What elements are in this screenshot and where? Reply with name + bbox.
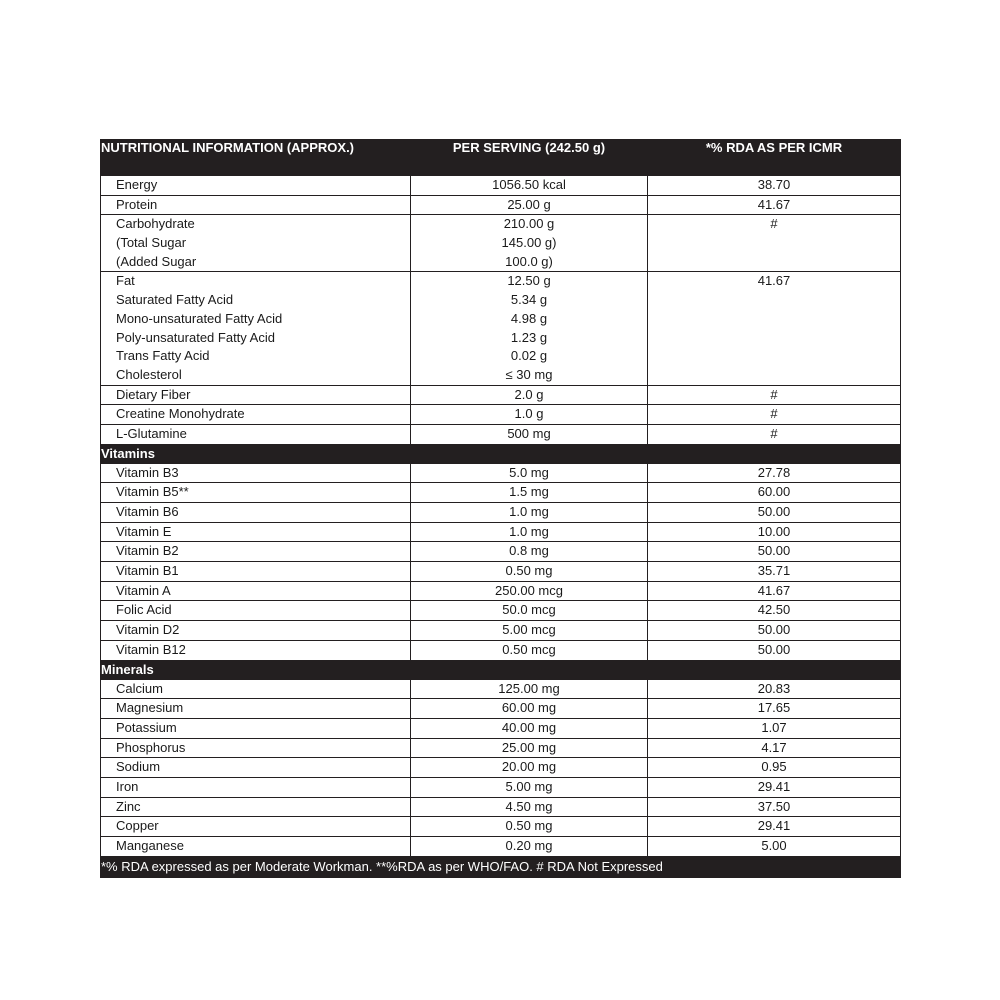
nutrient-name: Folic Acid	[116, 602, 172, 618]
nutrient-value: 0.8 mg	[509, 543, 549, 559]
nutrient-rda: 17.65	[757, 700, 791, 716]
nutrient-name: Vitamin D2	[116, 622, 180, 638]
nutrient-rda: 10.00	[757, 523, 791, 539]
nutrient-name: (Added Sugar	[116, 253, 197, 269]
nutrient-name: Vitamin B5**	[116, 484, 189, 500]
nutrient-name: L-Glutamine	[116, 425, 187, 441]
table-row	[101, 837, 901, 857]
nutrient-rda: 20.83	[757, 680, 791, 696]
nutrient-value: 5.00 mcg	[502, 622, 556, 638]
nutrient-name: Calcium	[116, 680, 163, 696]
nutrient-name: Mono-unsaturated Fatty Acid	[116, 310, 283, 326]
table-row	[101, 463, 901, 483]
table-row	[101, 718, 901, 738]
nutrient-value: 5.0 mg	[509, 464, 549, 480]
table-row	[101, 738, 901, 758]
header-rda: *% RDA AS PER ICMR	[648, 140, 901, 176]
section-title: Minerals	[101, 660, 901, 679]
nutrient-value: 40.00 mg	[501, 719, 557, 735]
table-row	[101, 758, 901, 778]
nutrient-rda: 5.00	[761, 838, 787, 853]
nutrient-rda: 1.07	[761, 719, 787, 735]
nutrient-value: 1.0 mg	[509, 504, 549, 519]
nutrient-name: Vitamin A	[116, 582, 171, 598]
nutrient-rda: #	[770, 406, 778, 422]
nutrient-name: Potassium	[116, 719, 177, 735]
nutrient-value: 12.50 g	[507, 273, 551, 289]
nutrition-table	[100, 139, 901, 878]
nutrient-rda: 35.71	[757, 563, 791, 579]
footnote: *% RDA expressed as per Moderate Workman. **%RDA as per WHO/FAO. # RDA Not Expressed	[101, 856, 901, 877]
table-row	[101, 176, 901, 196]
nutrient-name: Poly-unsaturated Fatty Acid	[116, 329, 275, 345]
nutrient-value: 1.5 mg	[509, 484, 549, 500]
nutrient-value: 1.23 g	[510, 329, 548, 345]
nutrient-rda: 60.00	[757, 484, 791, 500]
nutrient-rda: 29.41	[757, 778, 791, 794]
nutrient-value: 1056.50 kcal	[492, 177, 566, 192]
nutrient-value: 0.50 mcg	[502, 641, 556, 657]
table-row	[101, 542, 901, 562]
nutrient-rda: #	[770, 386, 778, 402]
nutrient-rda: 41.67	[757, 196, 791, 212]
nutrient-name: Trans Fatty Acid	[116, 348, 210, 364]
nutrient-name: Saturated Fatty Acid	[116, 292, 234, 308]
table-row	[101, 272, 901, 385]
table-row	[101, 777, 901, 797]
section-header-vitamins	[101, 444, 901, 463]
nutrient-value: 0.50 mg	[505, 563, 553, 579]
nutrient-name: Vitamin E	[116, 523, 172, 539]
nutrient-value: 210.00 g	[503, 216, 555, 232]
table-row	[101, 581, 901, 601]
nutrient-value: 145.00 g)	[501, 235, 557, 251]
nutrient-value: 25.00 g	[507, 196, 551, 212]
table-row	[101, 640, 901, 660]
nutrient-value: 125.00 mg	[498, 680, 560, 696]
nutrient-rda: 37.50	[757, 798, 791, 814]
nutrient-name: Dietary Fiber	[116, 386, 191, 402]
nutrient-value: 4.50 mg	[505, 798, 553, 814]
nutrient-rda: 29.41	[757, 818, 791, 834]
nutrient-name: Zinc	[116, 798, 141, 814]
nutrient-rda: 50.00	[757, 641, 791, 657]
nutrient-value: 1.0 g	[514, 406, 544, 422]
table-row	[101, 385, 901, 405]
nutrient-value: 5.00 mg	[505, 778, 553, 794]
nutrient-name: Copper	[116, 818, 159, 834]
nutrient-name: Manganese	[116, 838, 184, 853]
table-row	[101, 562, 901, 582]
nutrient-rda: 42.50	[757, 602, 791, 618]
nutrient-value: 1.0 mg	[509, 523, 549, 539]
header-nutrient: NUTRITIONAL INFORMATION (APPROX.)	[101, 140, 411, 176]
nutrient-rda: 41.67	[757, 273, 791, 289]
nutrient-rda: 50.00	[757, 504, 791, 519]
table-row	[101, 621, 901, 641]
nutrient-rda: #	[770, 425, 778, 441]
nutrient-name: Carbohydrate	[116, 216, 195, 232]
table-row	[101, 522, 901, 542]
nutrient-name: Vitamin B1	[116, 563, 179, 579]
nutrient-name: Vitamin B6	[116, 504, 179, 519]
table-row	[101, 679, 901, 699]
nutrient-rda: 38.70	[757, 177, 791, 192]
nutrient-name: (Total Sugar	[116, 235, 187, 251]
table-row	[101, 424, 901, 444]
table-row	[101, 405, 901, 425]
table-row	[101, 601, 901, 621]
nutrient-value: 0.20 mg	[505, 838, 553, 853]
nutrient-name: Fat	[116, 273, 135, 289]
nutrient-name: Magnesium	[116, 700, 184, 716]
nutrient-rda: #	[770, 216, 778, 232]
nutrient-value: 50.0 mcg	[502, 602, 556, 618]
nutrient-name: Vitamin B2	[116, 543, 179, 559]
nutrient-value: 500 mg	[507, 425, 551, 441]
table-row	[101, 699, 901, 719]
nutrient-value: 100.0 g)	[505, 253, 553, 269]
nutrient-value: 2.0 g	[514, 386, 544, 402]
nutrient-rda: 0.95	[761, 759, 787, 775]
table-row	[101, 195, 901, 215]
table-row	[101, 483, 901, 503]
nutrient-rda: 41.67	[757, 582, 791, 598]
nutrient-name: Phosphorus	[116, 739, 186, 755]
table-row	[101, 817, 901, 837]
table-header-row	[101, 140, 901, 176]
nutrient-name: Protein	[116, 196, 158, 212]
nutrient-name: Vitamin B12	[116, 641, 186, 657]
nutrient-name: Sodium	[116, 759, 161, 775]
nutrient-value: 0.50 mg	[505, 818, 553, 834]
nutrient-value: ≤ 30 mg	[505, 366, 553, 382]
nutrient-value: 20.00 mg	[501, 759, 557, 775]
nutrient-name: Creatine Monohydrate	[116, 406, 245, 422]
footnote-row	[101, 856, 901, 877]
nutrient-value: 0.02 g	[510, 348, 548, 364]
section-title: Vitamins	[101, 444, 901, 463]
nutrient-rda: 50.00	[757, 622, 791, 638]
nutrient-value: 4.98 g	[510, 310, 548, 326]
nutrient-rda: 4.17	[761, 739, 787, 755]
nutrient-value: 25.00 mg	[501, 739, 557, 755]
nutrient-rda: 50.00	[757, 543, 791, 559]
nutrient-name: Iron	[116, 778, 139, 794]
section-header-minerals	[101, 660, 901, 679]
table-row	[101, 215, 901, 272]
table-row	[101, 503, 901, 523]
nutrient-value: 5.34 g	[510, 292, 548, 308]
nutrient-value: 60.00 mg	[501, 700, 557, 716]
table-row	[101, 797, 901, 817]
nutrient-name: Vitamin B3	[116, 464, 179, 480]
nutrient-name: Cholesterol	[116, 366, 182, 382]
header-per-serving: PER SERVING (242.50 g)	[411, 140, 648, 176]
nutrient-name: Energy	[116, 177, 158, 192]
nutrient-rda: 27.78	[757, 464, 791, 480]
nutrient-value: 250.00 mcg	[495, 582, 563, 598]
